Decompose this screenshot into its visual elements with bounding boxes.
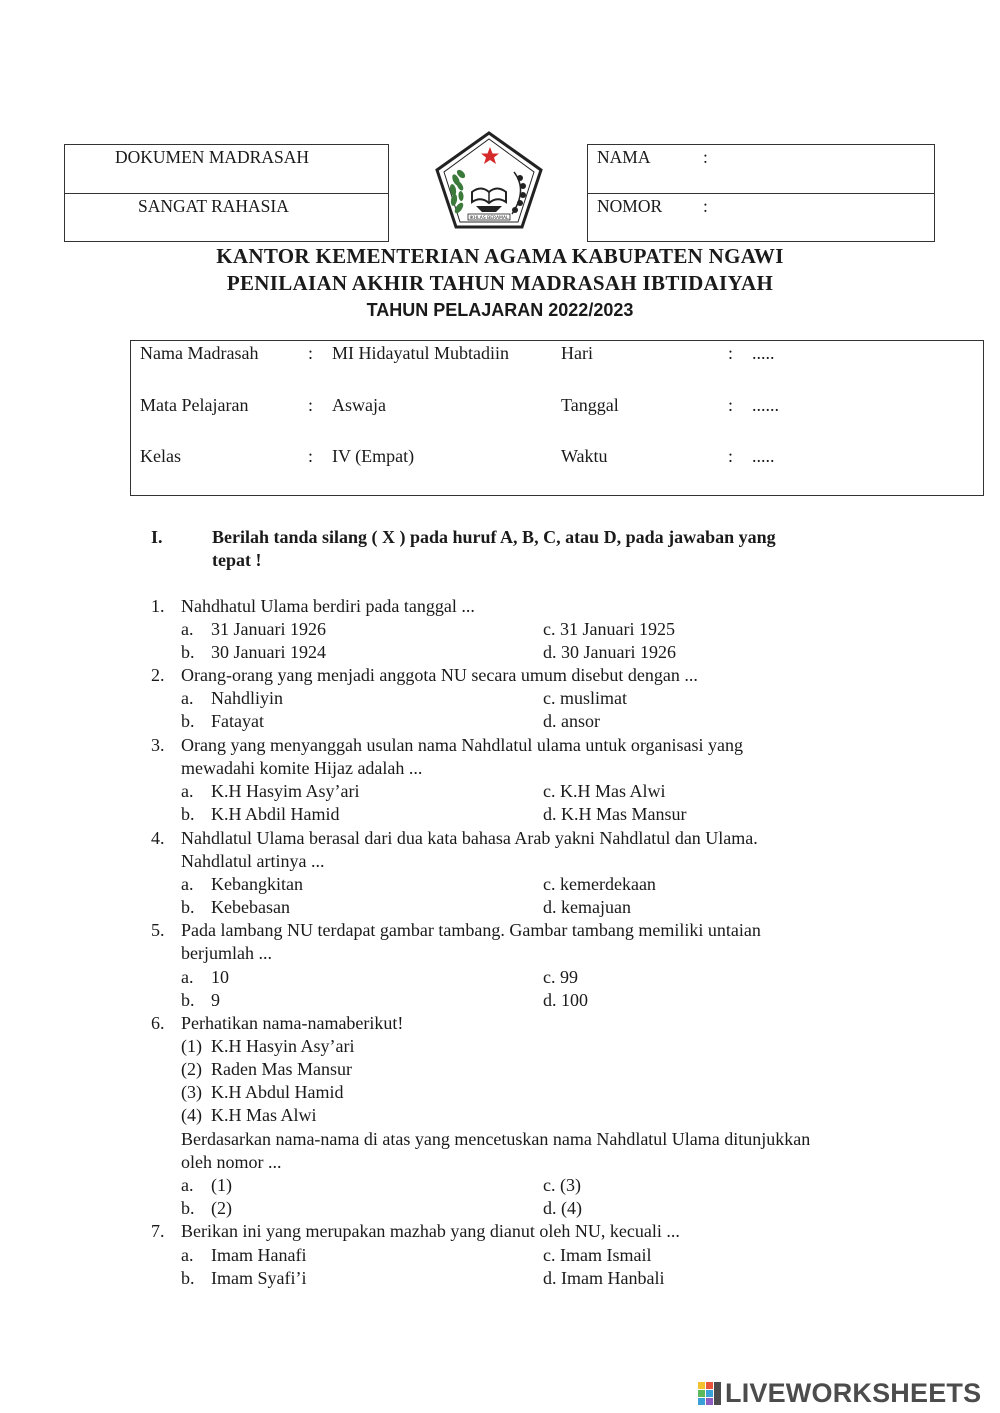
option-letter: a. bbox=[181, 688, 194, 708]
secret-label: SANGAT RAHASIA bbox=[138, 196, 289, 216]
question-number: 5. bbox=[151, 920, 165, 940]
divider bbox=[65, 193, 388, 194]
info-colon: : bbox=[728, 343, 734, 363]
star-icon bbox=[481, 147, 499, 164]
list-item: K.H Abdul Hamid bbox=[211, 1082, 344, 1102]
question-text: Nahdhatul Ulama berdiri pada tanggal ... bbox=[181, 596, 475, 616]
info-value: ...... bbox=[752, 395, 779, 415]
leaf-branch-icon bbox=[449, 168, 467, 214]
info-label: Mata Pelajaran bbox=[140, 395, 249, 415]
option-letter: a. bbox=[181, 874, 194, 894]
info-value: ..... bbox=[752, 446, 775, 466]
document-label: DOKUMEN MADRASAH bbox=[115, 147, 309, 167]
name-colon: : bbox=[703, 147, 708, 167]
info-label: Tanggal bbox=[561, 395, 619, 415]
number-label: NOMOR bbox=[597, 196, 663, 216]
info-colon: : bbox=[728, 395, 734, 415]
office-title: KANTOR KEMENTERIAN AGAMA KABUPATEN NGAWI bbox=[216, 244, 784, 268]
option-b[interactable]: Kebebasan bbox=[211, 897, 290, 917]
question-number: 7. bbox=[151, 1221, 165, 1241]
list-number: (2) bbox=[181, 1059, 202, 1079]
option-d[interactable]: d. ansor bbox=[543, 711, 600, 731]
info-label: Nama Madrasah bbox=[140, 343, 259, 363]
option-letter: b. bbox=[181, 711, 195, 731]
question-number: 2. bbox=[151, 665, 165, 685]
name-label: NAMA bbox=[597, 147, 651, 167]
info-label: Kelas bbox=[140, 446, 181, 466]
cotton-branch-icon bbox=[512, 172, 526, 214]
info-colon: : bbox=[728, 446, 734, 466]
option-letter: b. bbox=[181, 642, 195, 662]
section-instruction: Berilah tanda silang ( X ) pada huruf A, B, C, atau D, pada jawaban yang bbox=[212, 527, 776, 547]
liveworksheets-logo-icon bbox=[697, 1381, 723, 1407]
option-d[interactable]: d. kemajuan bbox=[543, 897, 631, 917]
option-a[interactable]: Kebangkitan bbox=[211, 874, 303, 894]
question-number: 3. bbox=[151, 735, 165, 755]
question-text: Nahdlatul Ulama berasal dari dua kata bahasa Arab yakni Nahdlatul dan Ulama. bbox=[181, 828, 758, 848]
option-d[interactable]: d. 100 bbox=[543, 990, 588, 1010]
option-d[interactable]: d. Imam Hanbali bbox=[543, 1268, 665, 1288]
section-number: I. bbox=[151, 527, 163, 547]
option-b[interactable]: Imam Syafi’i bbox=[211, 1268, 307, 1288]
option-b[interactable]: Fatayat bbox=[211, 711, 264, 731]
option-d[interactable]: d. K.H Mas Mansur bbox=[543, 804, 687, 824]
option-d[interactable]: d. 30 Januari 1926 bbox=[543, 642, 676, 662]
option-c[interactable]: c. (3) bbox=[543, 1175, 581, 1195]
question-number: 6. bbox=[151, 1013, 165, 1033]
question-text: Orang-orang yang menjadi anggota NU secara umum disebut dengan ... bbox=[181, 665, 698, 685]
header-left-box bbox=[64, 144, 389, 242]
option-b[interactable]: K.H Abdil Hamid bbox=[211, 804, 340, 824]
list-item: K.H Mas Alwi bbox=[211, 1105, 317, 1125]
option-c[interactable]: c. K.H Mas Alwi bbox=[543, 781, 666, 801]
info-colon: : bbox=[308, 395, 314, 415]
school-year-title: TAHUN PELAJARAN 2022/2023 bbox=[366, 300, 634, 320]
section-instruction-cont: tepat ! bbox=[212, 550, 262, 570]
info-value: MI Hidayatul Mubtadiin bbox=[332, 343, 509, 363]
question-text-cont: mewadahi komite Hijaz adalah ... bbox=[181, 758, 423, 778]
number-field[interactable] bbox=[718, 196, 918, 226]
option-c[interactable]: c. 99 bbox=[543, 967, 578, 987]
option-c[interactable]: c. Imam Ismail bbox=[543, 1245, 652, 1265]
name-field[interactable] bbox=[718, 147, 918, 177]
option-letter: a. bbox=[181, 781, 194, 801]
option-a[interactable]: K.H Hasyim Asy’ari bbox=[211, 781, 360, 801]
question-text: Orang yang menyanggah usulan nama Nahdlatul ulama untuk organisasi yang bbox=[181, 735, 744, 755]
info-colon: : bbox=[308, 343, 314, 363]
quran-icon bbox=[472, 189, 506, 213]
question-text: Berikan ini yang merupakan mazhab yang dianut oleh NU, kecuali ... bbox=[181, 1221, 680, 1241]
option-letter: b. bbox=[181, 897, 195, 917]
option-letter: a. bbox=[181, 1245, 194, 1265]
option-a[interactable]: (1) bbox=[211, 1175, 232, 1195]
option-a[interactable]: 31 Januari 1926 bbox=[211, 619, 326, 639]
list-number: (1) bbox=[181, 1036, 202, 1056]
question-number: 1. bbox=[151, 596, 165, 616]
divider bbox=[588, 193, 934, 194]
info-colon: : bbox=[308, 446, 314, 466]
question-number: 4. bbox=[151, 828, 165, 848]
option-letter: a. bbox=[181, 619, 194, 639]
option-letter: b. bbox=[181, 1198, 195, 1218]
option-c[interactable]: c. 31 Januari 1925 bbox=[543, 619, 675, 639]
option-c[interactable]: c. muslimat bbox=[543, 688, 627, 708]
option-d[interactable]: d. (4) bbox=[543, 1198, 582, 1218]
info-label: Waktu bbox=[561, 446, 608, 466]
option-b[interactable]: 30 Januari 1924 bbox=[211, 642, 326, 662]
header-right-box bbox=[587, 144, 935, 242]
liveworksheets-text: LIVEWORKSHEETS bbox=[725, 1378, 982, 1408]
info-label: Hari bbox=[561, 343, 593, 363]
option-letter: b. bbox=[181, 990, 195, 1010]
option-letter: a. bbox=[181, 1175, 194, 1195]
question-text-cont: Nahdlatul artinya ... bbox=[181, 851, 325, 871]
option-b[interactable]: (2) bbox=[211, 1198, 232, 1218]
option-c[interactable]: c. kemerdekaan bbox=[543, 874, 656, 894]
liveworksheets-watermark[interactable] bbox=[697, 1378, 981, 1409]
option-a[interactable]: Imam Hanafi bbox=[211, 1245, 307, 1265]
list-number: (3) bbox=[181, 1082, 202, 1102]
option-a[interactable]: 10 bbox=[211, 967, 229, 987]
list-number: (4) bbox=[181, 1105, 202, 1125]
option-letter: b. bbox=[181, 804, 195, 824]
question-text-cont: Berdasarkan nama-nama di atas yang mencetuskan nama Nahdlatul Ulama ditunjukkan bbox=[181, 1129, 811, 1149]
exam-title: PENILAIAN AKHIR TAHUN MADRASAH IBTIDAIYAH bbox=[226, 271, 774, 295]
logo-banner-text: IKHLAS BERAMAL bbox=[469, 216, 509, 221]
ministry-logo bbox=[434, 130, 544, 230]
number-colon: : bbox=[703, 196, 708, 216]
option-letter: b. bbox=[181, 1268, 195, 1288]
list-item: K.H Hasyin Asy’ari bbox=[211, 1036, 355, 1056]
option-a[interactable]: Nahdliyin bbox=[211, 688, 283, 708]
exam-info-box bbox=[130, 340, 984, 496]
info-value: IV (Empat) bbox=[332, 446, 415, 466]
info-value: Aswaja bbox=[332, 395, 386, 415]
option-letter: a. bbox=[181, 967, 194, 987]
question-text-cont: oleh nomor ... bbox=[181, 1152, 282, 1172]
question-text: Perhatikan nama-namaberikut! bbox=[181, 1013, 404, 1033]
list-item: Raden Mas Mansur bbox=[211, 1059, 352, 1079]
question-text: Pada lambang NU terdapat gambar tambang. Gambar tambang memiliki untaian bbox=[181, 920, 761, 940]
info-value: ..... bbox=[752, 343, 775, 363]
question-text-cont: berjumlah ... bbox=[181, 943, 272, 963]
option-b[interactable]: 9 bbox=[211, 990, 220, 1010]
